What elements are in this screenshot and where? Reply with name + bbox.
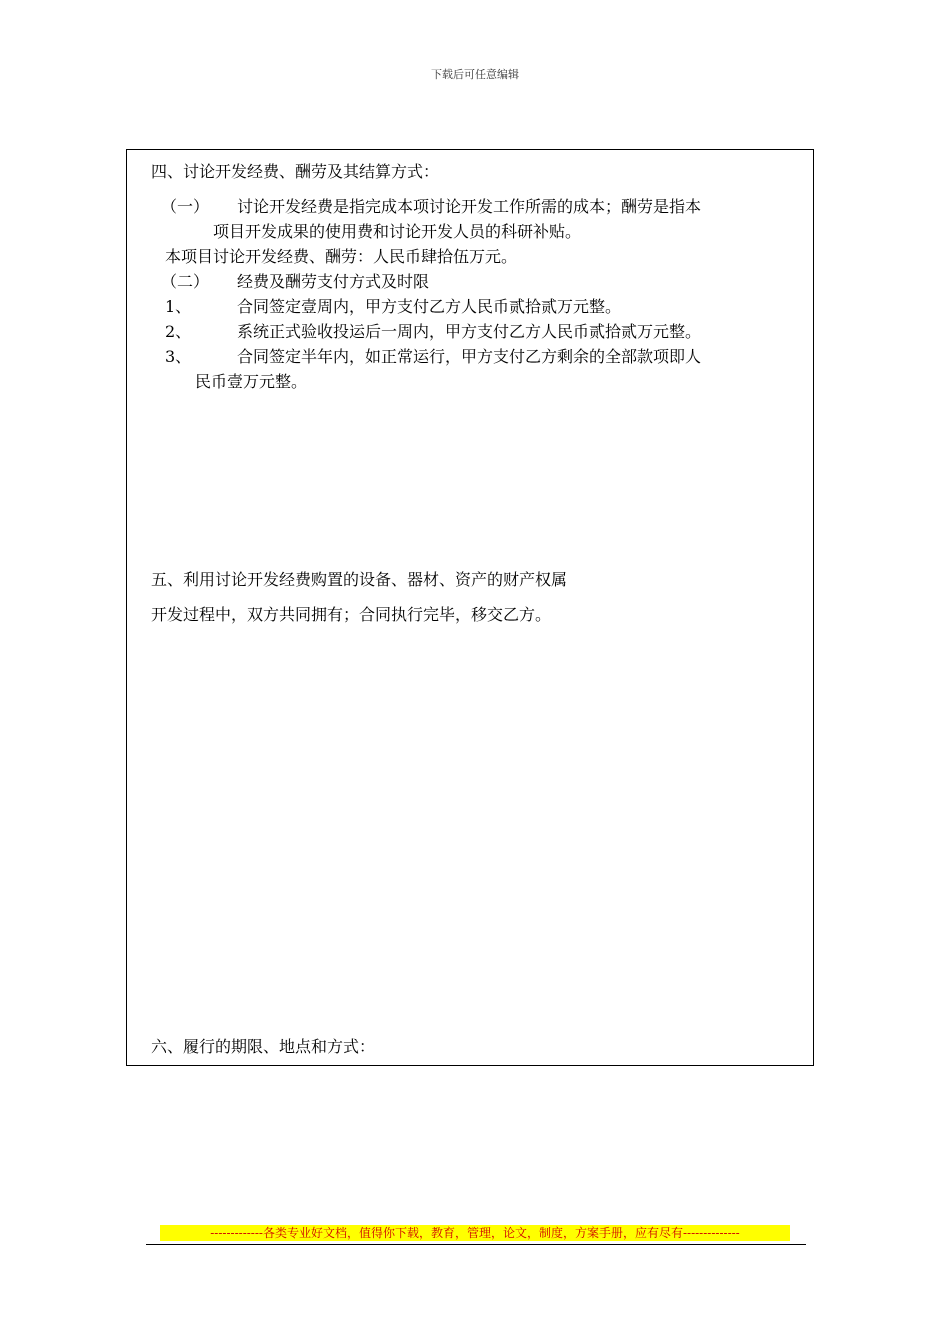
section4-title: 四、讨论开发经费、酬劳及其结算方式： (151, 162, 440, 181)
payment3-line2: 民币壹万元整。 (195, 372, 308, 391)
footer-rule (146, 1244, 806, 1245)
item1-marker: （一） (161, 197, 210, 216)
page-header: 下载后可任意编辑 (431, 68, 519, 81)
section5-title: 五、利用讨论开发经费购置的设备、器材、资产的财产权属 (151, 570, 568, 589)
payment3-line1: 合同签定半年内，如正常运行，甲方支付乙方剩余的全部款项即人 (237, 347, 702, 366)
section5-text: 开发过程中，双方共同拥有；合同执行完毕，移交乙方。 (151, 605, 552, 624)
page-footer-banner: -------------各类专业好文档，值得你下载，教育，管理，论文，制度，方案手册，应有尽有-------------- (160, 1225, 790, 1241)
item2-text: 经费及酬劳支付方式及时限 (237, 272, 430, 291)
payment1-text: 合同签定壹周内，甲方支付乙方人民币贰拾贰万元整。 (237, 297, 622, 316)
item1-line2: 项目开发成果的使用费和讨论开发人员的科研补贴。 (213, 222, 582, 241)
item1-line1: 讨论开发经费是指完成本项讨论开发工作所需的成本；酬劳是指本 (237, 197, 702, 216)
payment2-text: 系统正式验收投运后一周内，甲方支付乙方人民币贰拾贰万元整。 (237, 322, 702, 341)
payment3-marker: 3、 (165, 347, 192, 366)
payment2-marker: 2、 (165, 322, 192, 341)
amount-line: 本项目讨论开发经费、酬劳：人民币肆拾伍万元。 (165, 247, 518, 266)
contract-table-cell (126, 149, 814, 1066)
section6-title: 六、履行的期限、地点和方式： (151, 1037, 376, 1056)
payment1-marker: 1、 (165, 297, 192, 316)
item2-marker: （二） (161, 272, 210, 291)
